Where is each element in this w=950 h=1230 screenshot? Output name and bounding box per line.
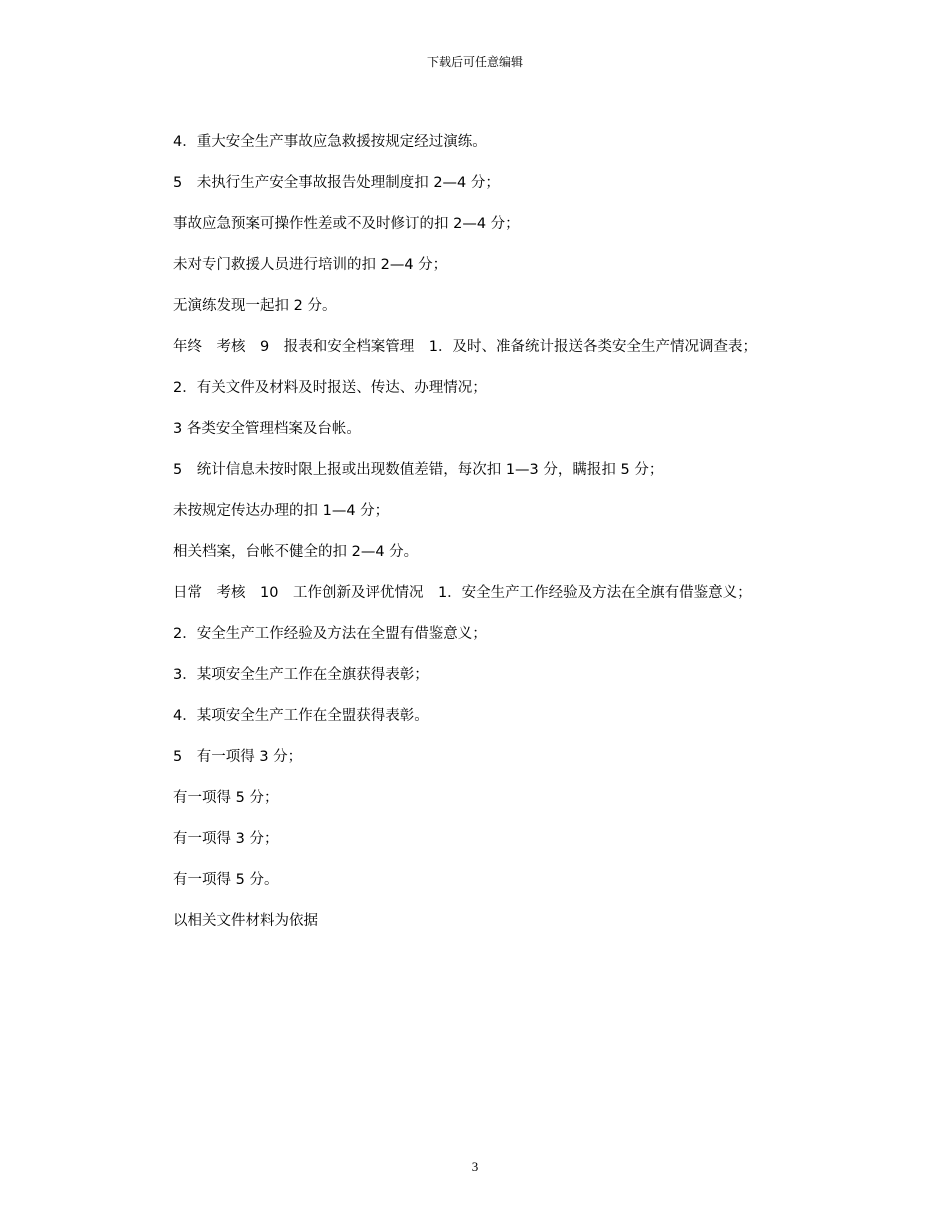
body-line: 未对专门救援人员进行培训的扣 2—4 分； (173, 257, 448, 273)
page-header: 下载后可任意编辑 (426, 55, 523, 69)
document-body (173, 131, 853, 951)
body-line: 2．有关文件及材料及时报送、传达、办理情况； (173, 380, 487, 396)
body-line: 未按规定传达办理的扣 1—4 分； (173, 503, 390, 519)
body-line: 有一项得 5 分。 (173, 872, 279, 888)
body-line: 相关档案，台帐不健全的扣 2—4 分。 (173, 544, 419, 560)
body-line: 5 统计信息未按时限上报或出现数值差错，每次扣 1—3 分，瞒报扣 5 分； (173, 462, 664, 478)
body-line: 事故应急预案可操作性差或不及时修订的扣 2—4 分； (173, 216, 520, 232)
body-line: 有一项得 3 分； (173, 831, 279, 847)
body-line: 3．某项安全生产工作在全旗获得表彰； (173, 667, 429, 683)
body-line: 4．某项安全生产工作在全盟获得表彰。 (173, 708, 429, 724)
body-line: 5 有一项得 3 分； (173, 749, 303, 765)
body-line: 日常 考核 10 工作创新及评优情况 1．安全生产工作经验及方法在全旗有借鉴意义； (173, 585, 752, 601)
body-line: 3 各类安全管理档案及台帐。 (173, 421, 361, 437)
body-line: 无演练发现一起扣 2 分。 (173, 298, 337, 314)
body-line: 5 未执行生产安全事故报告处理制度扣 2—4 分； (173, 175, 500, 191)
body-line: 以相关文件材料为依据 (173, 913, 318, 929)
page-number: 3 (471, 1159, 479, 1174)
body-line: 2．安全生产工作经验及方法在全盟有借鉴意义； (173, 626, 487, 642)
body-line: 4．重大安全生产事故应急救援按规定经过演练。 (173, 134, 487, 150)
body-line: 年终 考核 9 报表和安全档案管理 1．及时、准备统计报送各类安全生产情况调查表； (173, 339, 757, 355)
body-line: 有一项得 5 分； (173, 790, 279, 806)
